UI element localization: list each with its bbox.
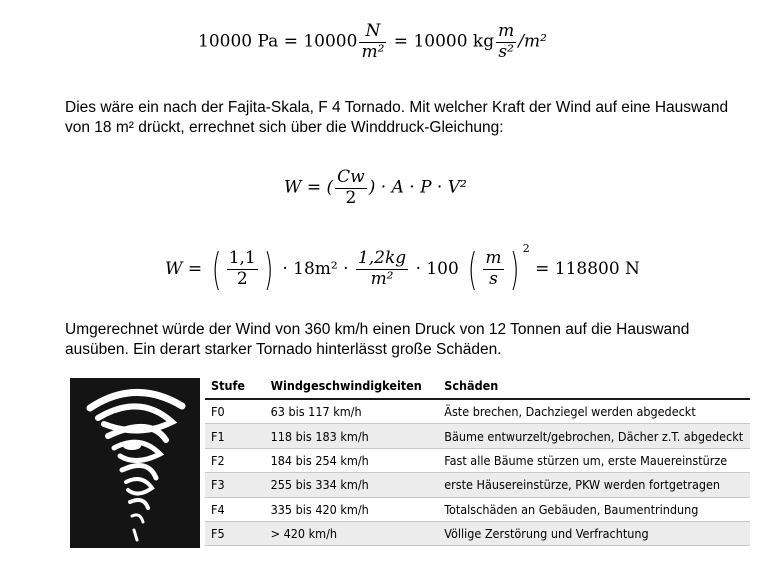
paren-open: (: [211, 243, 221, 295]
formula-pressure: 10000 Pa = 10000 $\frac{N}{\text{m²}}$ = 10000 kg $\frac{m}{\text{s²}}$ /m²: [198, 21, 547, 62]
cell-stufe: F1: [205, 424, 265, 448]
fujita-scale-table: [70, 372, 750, 548]
formula-result: = 118800 N: [535, 259, 640, 279]
table-row: [205, 497, 750, 521]
table-row: [205, 424, 750, 448]
formula-term: · 18m² ·: [282, 259, 349, 279]
paren-close: ): [263, 243, 274, 295]
fraction-numerator: m: [485, 248, 502, 269]
fraction: [335, 168, 367, 208]
fraction-denominator: s²: [498, 41, 514, 62]
formula-coef: 10000: [303, 31, 358, 52]
cell-wind: 63 bis 117 km/h: [265, 399, 439, 424]
fraction-denominator: m²: [361, 41, 385, 62]
column-header-wind: Windgeschwindigkeiten: [265, 372, 439, 399]
exponent: 2: [522, 242, 530, 255]
fraction-denominator: s: [489, 269, 498, 289]
cell-wind: 184 bis 254 km/h: [265, 448, 439, 472]
fraction: [356, 249, 408, 289]
fraction: [483, 249, 503, 289]
cell-stufe: F0: [205, 399, 265, 424]
fraction: [359, 22, 386, 62]
paren-open: (: [468, 243, 478, 295]
fraction-numerator: N: [365, 21, 381, 41]
fraction-numerator: m: [498, 21, 515, 41]
fraction-numerator: 1,2kg: [357, 248, 407, 269]
cell-schaeden: Totalschäden an Gebäuden, Baumentrindung: [438, 497, 750, 521]
table-row: [205, 399, 750, 424]
formula-winddruck: [284, 168, 467, 208]
scale-table: [205, 372, 750, 546]
formula-lhs: W = (: [284, 177, 334, 198]
cell-wind: > 420 km/h: [265, 521, 439, 545]
table-row: [205, 521, 750, 545]
formula-lhs: 10000 Pa: [198, 31, 279, 52]
cell-schaeden: Völlige Zerstörung und Verfrachtung: [438, 521, 750, 545]
fraction-numerator: 1,1: [228, 248, 256, 269]
fraction: [227, 249, 258, 289]
cell-schaeden: Äste brechen, Dachziegel werden abgedeckt: [438, 399, 750, 424]
paragraph-intro: Dies wäre ein nach der Fajita-Skala, F 4 Tornado. Mit welcher Kraft der Wind auf eine Hauswand von 18 m² drückt, errechnet sich über die Winddruck-Gleichung:: [65, 99, 729, 136]
formula-lhs: W =: [165, 259, 203, 279]
formula-tail: /m²: [518, 31, 547, 52]
formula-coef: 10000 kg: [413, 31, 495, 52]
cell-wind: 118 bis 183 km/h: [265, 424, 439, 448]
cell-schaeden: Bäume entwurzelt/gebrochen, Dächer z.T. abgedeckt: [438, 424, 750, 448]
cell-stufe: F2: [205, 448, 265, 472]
fraction-denominator: 2: [345, 187, 357, 208]
cell-stufe: F5: [205, 521, 265, 545]
cell-wind: 335 bis 420 km/h: [265, 497, 439, 521]
paren-close: ): [509, 243, 519, 295]
fraction-denominator: m²: [370, 269, 394, 289]
cell-schaeden: erste Häusereinstürze, PKW werden fortgetragen: [438, 473, 750, 497]
table-row: [205, 473, 750, 497]
fraction-denominator: 2: [236, 269, 248, 289]
tornado-icon: [70, 378, 200, 548]
cell-stufe: F3: [205, 473, 265, 497]
paragraph-conclusion: Umgerechnet würde der Wind von 360 km/h einen Druck von 12 Tonnen auf die Hauswand ausüben. Ein derart starker Tornado hinterlässt große Schäden.: [65, 321, 690, 358]
table-row: [205, 448, 750, 472]
table-header-row: [205, 372, 750, 399]
fraction-numerator: Cw: [337, 167, 365, 187]
formula-rhs: ) · A · P · V²: [368, 177, 467, 198]
fraction: [496, 22, 516, 62]
formula-calculation: [165, 242, 640, 295]
column-header-schaeden: Schäden: [438, 372, 750, 399]
cell-stufe: F4: [205, 497, 265, 521]
cell-wind: 255 bis 334 km/h: [265, 473, 439, 497]
cell-schaeden: Fast alle Bäume stürzen um, erste Mauereinstürze: [438, 448, 750, 472]
column-header-stufe: Stufe: [205, 372, 265, 399]
formula-term: · 100: [415, 259, 459, 279]
